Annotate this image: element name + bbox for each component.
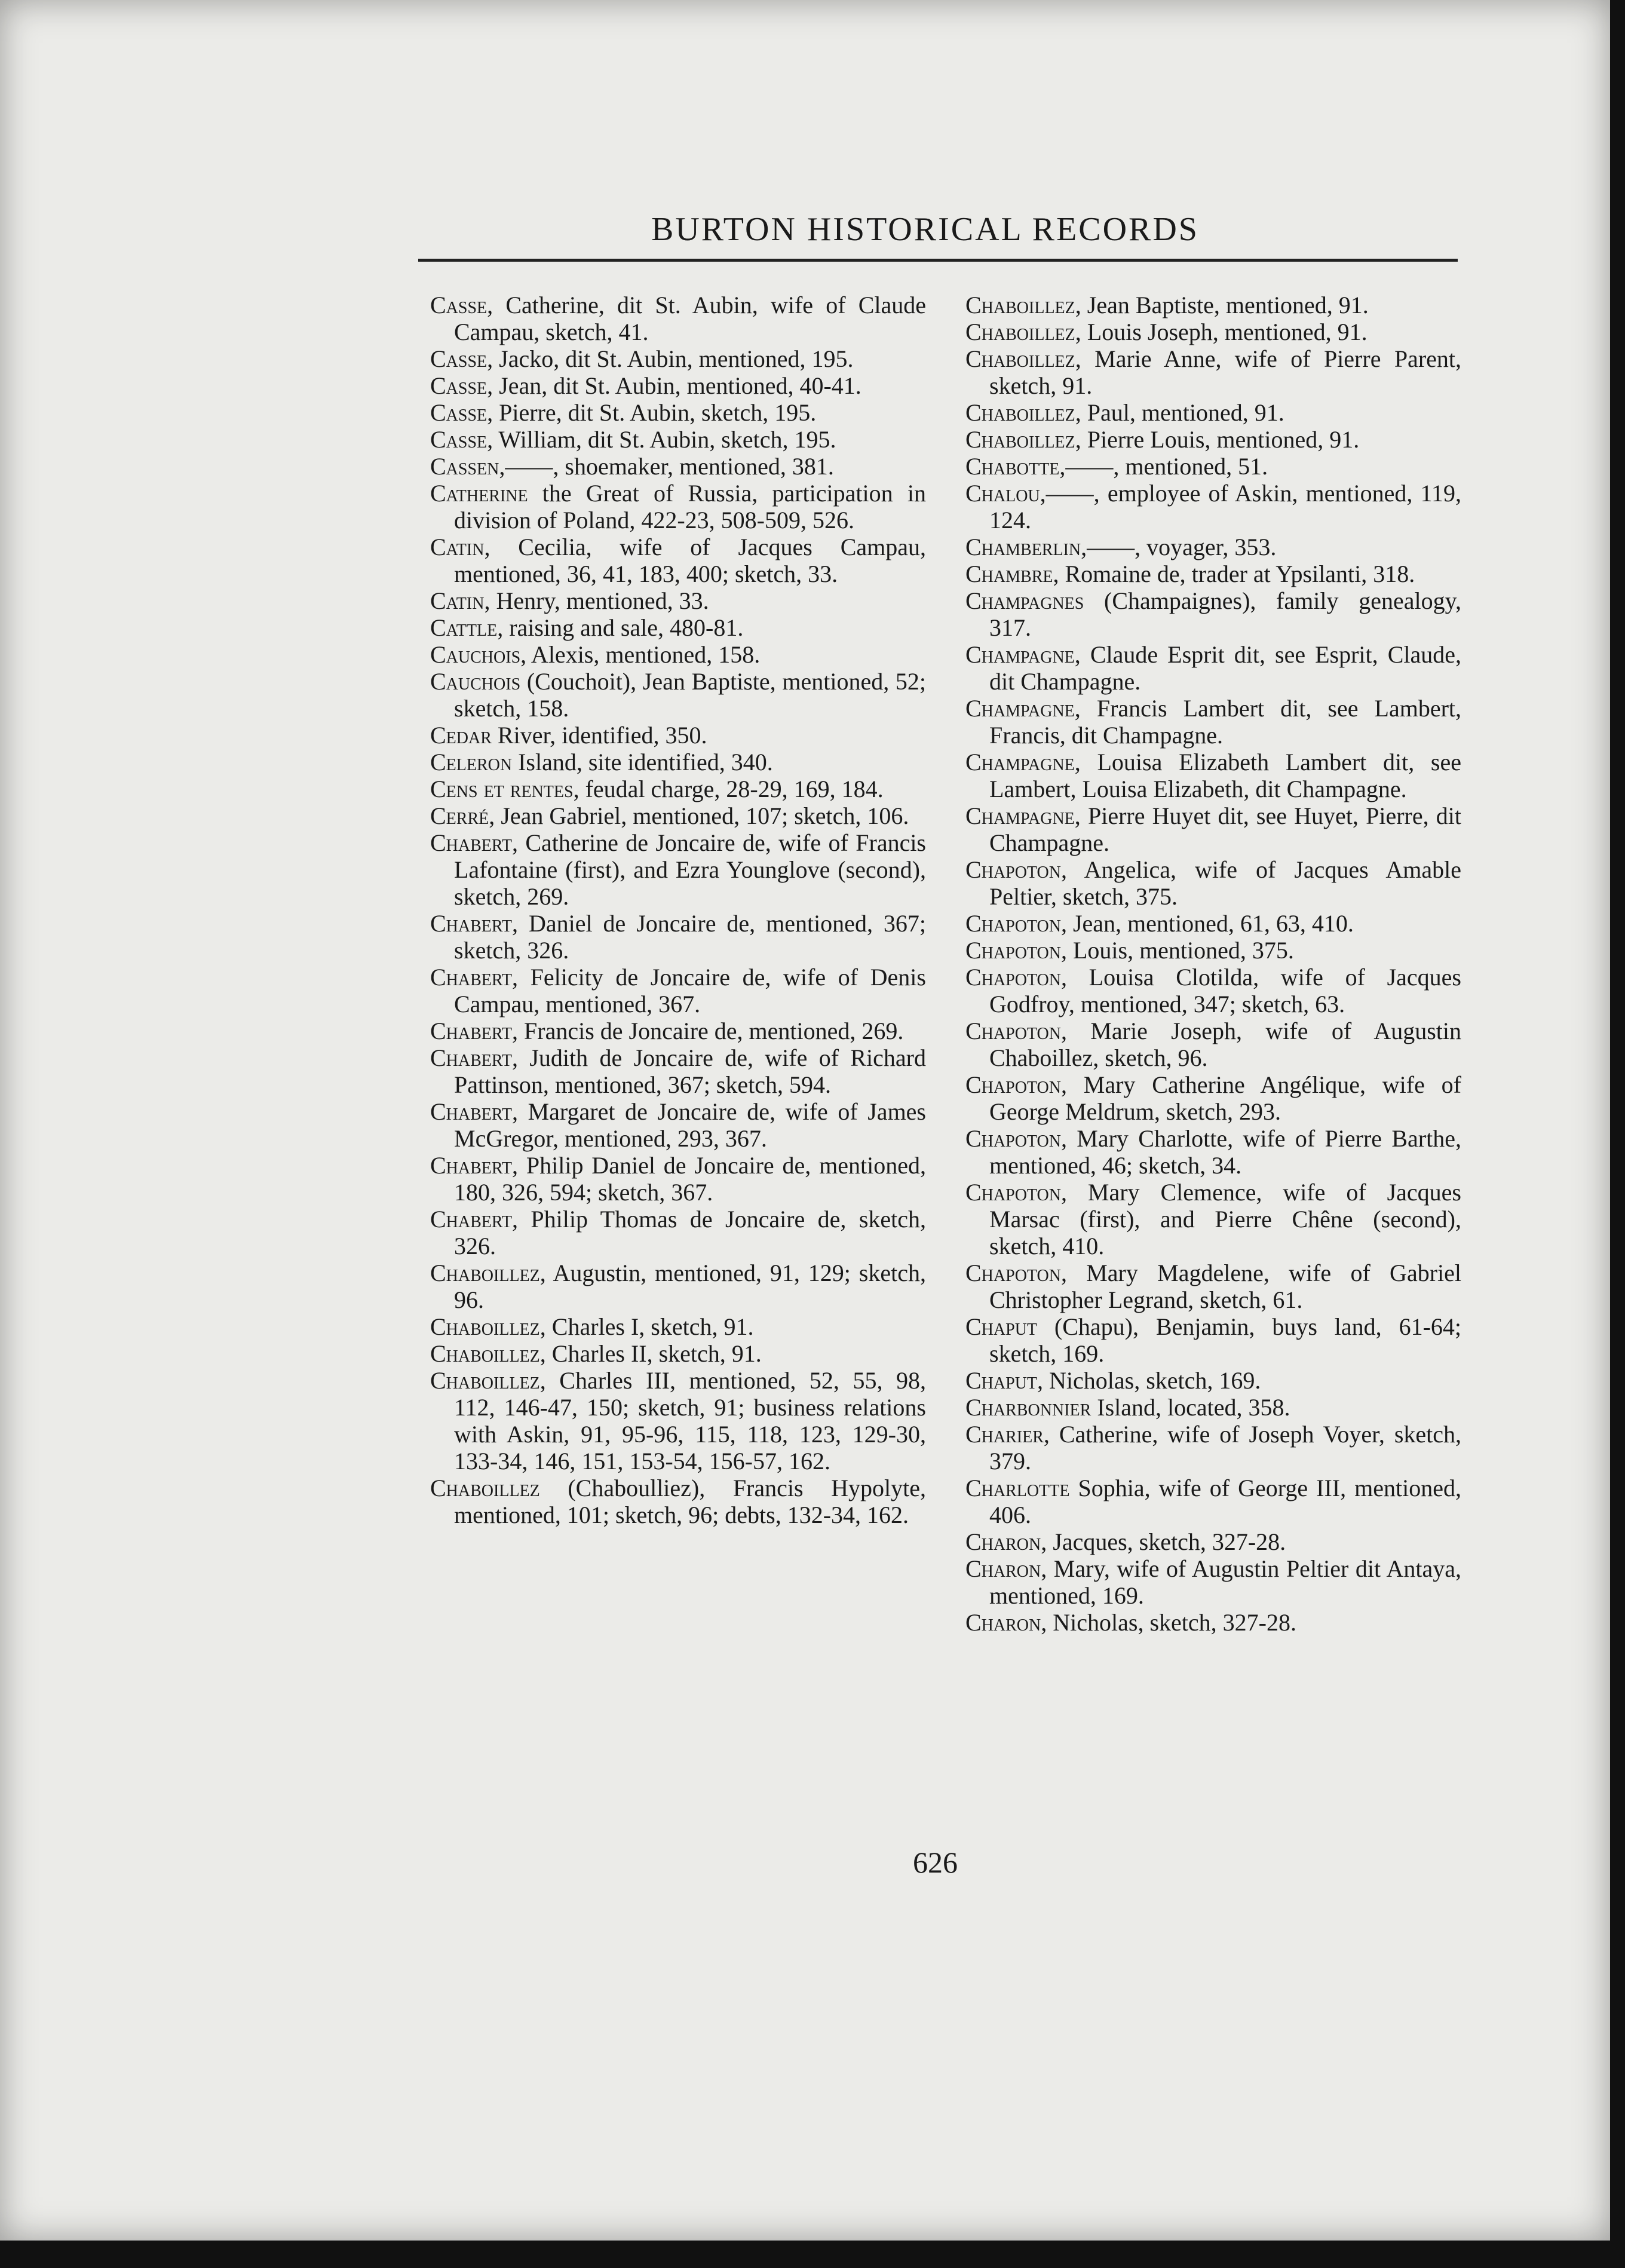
entry-headword: Chaboillez <box>965 292 1075 318</box>
index-entry <box>430 1475 926 1528</box>
entry-headword: Chaboillez <box>965 318 1075 345</box>
entry-headword: Chambre <box>965 560 1053 587</box>
index-entry <box>965 1017 1461 1071</box>
entry-text: , Felicity de Joncaire de, wife of Denis Campau, mentioned, 367. <box>454 964 926 1017</box>
entry-headword: Chaboillez <box>965 345 1075 372</box>
entry-headword: Cassen <box>430 453 499 480</box>
entry-headword: Chaboillez <box>965 426 1075 453</box>
index-entry <box>430 345 926 372</box>
entry-text: ,——, employee of Askin, mentioned, 119, 124. <box>989 480 1461 534</box>
entry-text: , Louisa Clotilda, wife of Jacques Godfroy, mentioned, 347; sketch, 63. <box>989 964 1461 1017</box>
entry-headword: Chaboillez <box>965 399 1075 426</box>
entry-headword: Chalou <box>965 480 1040 507</box>
entry-text: , Mary Clemence, wife of Jacques Marsac (first), and Pierre Chêne (second), sketch, 410. <box>989 1179 1461 1259</box>
entry-headword: Champagne <box>965 749 1075 776</box>
index-entry <box>430 1017 926 1044</box>
entry-text: , Catherine, wife of Joseph Voyer, sketch, 379. <box>989 1421 1461 1475</box>
index-entry <box>430 1206 926 1259</box>
entry-headword: Chaboillez <box>430 1475 540 1501</box>
index-entry <box>430 776 926 802</box>
entry-text: , Augustin, mentioned, 91, 129; sketch, 96. <box>454 1259 926 1313</box>
index-entry <box>965 964 1461 1017</box>
index-entry <box>430 1098 926 1152</box>
entry-text: , Philip Daniel de Joncaire de, mentioned, 180, 326, 594; sketch, 367. <box>454 1152 926 1206</box>
entry-text: , Jean, dit St. Aubin, mentioned, 40-41. <box>487 372 861 399</box>
entry-text: , Charles I, sketch, 91. <box>539 1313 754 1340</box>
entry-text: , Margaret de Joncaire de, wife of James McGregor, mentioned, 293, 367. <box>454 1098 926 1152</box>
entry-text: , Francis Lambert dit, see Lambert, Francis, dit Champagne. <box>989 695 1461 749</box>
page-number: 626 <box>913 1846 958 1879</box>
index-column-right <box>965 292 1461 1636</box>
entry-text: ,——, mentioned, 51. <box>1059 453 1268 480</box>
index-entry <box>965 1071 1461 1125</box>
entry-headword: Champagnes <box>965 587 1084 614</box>
entry-text: , raising and sale, 480-81. <box>497 614 744 641</box>
index-entry <box>965 399 1461 426</box>
entry-headword: Chapoton <box>965 937 1061 964</box>
index-column-left <box>430 292 926 1528</box>
entry-text: Island, site identified, 340. <box>512 749 773 776</box>
entry-text: , Pierre Huyet dit, see Huyet, Pierre, dit Champagne. <box>989 802 1461 856</box>
entry-headword: Cauchois <box>430 668 521 695</box>
index-entry <box>430 587 926 614</box>
entry-text: , Charles II, sketch, 91. <box>539 1340 762 1367</box>
entry-headword: Charier <box>965 1421 1044 1448</box>
entry-text: (Chapu), Benjamin, buys land, 61-64; sketch, 169. <box>989 1313 1461 1367</box>
entry-headword: Chaput <box>965 1367 1038 1394</box>
entry-text: , Mary Charlotte, wife of Pierre Barthe, mentioned, 46; sketch, 34. <box>989 1125 1461 1179</box>
header-rule <box>418 259 1458 262</box>
entry-text: Sophia, wife of George III, mentioned, 406. <box>989 1475 1461 1528</box>
entry-headword: Cauchois <box>430 641 521 668</box>
entry-text: , Pierre Louis, mentioned, 91. <box>1075 426 1360 453</box>
entry-headword: Chapoton <box>965 1071 1061 1098</box>
entry-headword: Champagne <box>965 695 1075 722</box>
entry-text: , Louisa Elizabeth Lambert dit, see Lambert, Louisa Elizabeth, dit Champagne. <box>989 749 1461 802</box>
entry-text: ,——, shoemaker, mentioned, 381. <box>499 453 834 480</box>
entry-headword: Casse <box>430 399 488 426</box>
entry-headword: Chabert <box>430 1017 512 1044</box>
entry-headword: Charon <box>965 1528 1041 1555</box>
entry-headword: Chabert <box>430 1098 512 1125</box>
entry-text: , Jean Gabriel, mentioned, 107; sketch, 106. <box>489 802 909 829</box>
index-entry <box>965 937 1461 964</box>
entry-headword: Chaboillez <box>430 1340 540 1367</box>
running-head: BURTON HISTORICAL RECORDS <box>651 211 1199 248</box>
index-entry <box>430 480 926 534</box>
entry-headword: Chapoton <box>965 910 1061 937</box>
entry-text: , feudal charge, 28-29, 169, 184. <box>573 776 884 802</box>
entry-text: , Judith de Joncaire de, wife of Richard Pattinson, mentioned, 367; sketch, 594. <box>454 1044 926 1098</box>
index-entry <box>430 1259 926 1313</box>
index-entry <box>430 722 926 749</box>
index-entry <box>430 1044 926 1098</box>
index-entry <box>965 534 1461 560</box>
index-entry <box>430 668 926 722</box>
index-entry <box>965 345 1461 399</box>
entry-headword: Catin <box>430 534 485 560</box>
index-entry <box>430 1340 926 1367</box>
entry-text: , Paul, mentioned, 91. <box>1075 399 1284 426</box>
index-entry <box>965 749 1461 802</box>
entry-headword: Charon <box>965 1555 1041 1582</box>
entry-text: , Jean, mentioned, 61, 63, 410. <box>1060 910 1354 937</box>
index-entry <box>965 1125 1461 1179</box>
index-entry <box>965 1609 1461 1636</box>
entry-headword: Chapoton <box>965 1017 1061 1044</box>
entry-text: ,——, voyager, 353. <box>1081 534 1277 560</box>
index-entry <box>965 802 1461 856</box>
index-entry <box>965 292 1461 318</box>
entry-text: , William, dit St. Aubin, sketch, 195. <box>487 426 836 453</box>
index-entry <box>430 641 926 668</box>
entry-headword: Chapoton <box>965 856 1061 883</box>
entry-headword: Champagne <box>965 641 1075 668</box>
index-entry <box>965 480 1461 534</box>
entry-text: , Claude Esprit dit, see Esprit, Claude, dit Champagne. <box>989 641 1461 695</box>
index-entry <box>430 372 926 399</box>
entry-headword: Charbonnier <box>965 1394 1091 1421</box>
entry-text: , Catherine de Joncaire de, wife of Francis Lafontaine (first), and Ezra Younglove (second), sketch, 269. <box>454 829 926 910</box>
entry-text: , Mary Catherine Angélique, wife of George Meldrum, sketch, 293. <box>989 1071 1461 1125</box>
entry-text: the Great of Russia, participation in division of Poland, 422-23, 508-509, 526. <box>454 480 926 534</box>
entry-headword: Chabert <box>430 910 512 937</box>
index-entry <box>965 453 1461 480</box>
entry-headword: Chaput <box>965 1313 1038 1340</box>
entry-text: , Romaine de, trader at Ypsilanti, 318. <box>1053 560 1415 587</box>
entry-text: , Marie Joseph, wife of Augustin Chaboillez, sketch, 96. <box>989 1017 1461 1071</box>
index-entry <box>965 1394 1461 1421</box>
entry-headword: Casse <box>430 426 488 453</box>
entry-headword: Chabert <box>430 1044 512 1071</box>
index-entry <box>965 318 1461 345</box>
entry-headword: Cedar <box>430 722 492 749</box>
entry-text: , Philip Thomas de Joncaire de, sketch, 326. <box>454 1206 926 1259</box>
entry-text: , Charles III, mentioned, 52, 55, 98, 112, 146-47, 150; sketch, 91; business relations with Askin, 91, 95-96, 115, 118, 123, 129-30, 133-34, 146, 151, 153-54, 156-57, 162. <box>454 1367 926 1475</box>
entry-text: , Marie Anne, wife of Pierre Parent, sketch, 91. <box>989 345 1461 399</box>
entry-text: River, identified, 350. <box>491 722 707 749</box>
index-entry <box>430 292 926 345</box>
entry-headword: Chabert <box>430 1206 512 1233</box>
entry-headword: Cens et rentes <box>430 776 574 802</box>
index-entry <box>430 829 926 910</box>
entry-headword: Chapoton <box>965 1179 1061 1206</box>
entry-text: (Couchoit), Jean Baptiste, mentioned, 52; sketch, 158. <box>454 668 926 722</box>
index-entry <box>965 641 1461 695</box>
entry-headword: Chabert <box>430 964 512 991</box>
entry-headword: Charlotte <box>965 1475 1070 1501</box>
entry-text: , Cecilia, wife of Jacques Campau, mentioned, 36, 41, 183, 400; sketch, 33. <box>454 534 926 587</box>
index-entry <box>430 534 926 587</box>
entry-text: , Mary, wife of Augustin Peltier dit Antaya, mentioned, 169. <box>989 1555 1461 1609</box>
index-entry <box>430 1152 926 1206</box>
index-entry <box>965 1421 1461 1475</box>
index-entry <box>965 1475 1461 1528</box>
entry-text: , Henry, mentioned, 33. <box>484 587 709 614</box>
entry-text: , Louis, mentioned, 375. <box>1060 937 1294 964</box>
entry-text: , Alexis, mentioned, 158. <box>520 641 761 668</box>
entry-headword: Celeron <box>430 749 513 776</box>
index-entry <box>430 1367 926 1475</box>
entry-text: , Catherine, dit St. Aubin, wife of Claude Campau, sketch, 41. <box>454 292 926 345</box>
entry-headword: Charon <box>965 1609 1041 1636</box>
index-entry <box>965 695 1461 749</box>
entry-headword: Chapoton <box>965 1125 1061 1152</box>
index-entry <box>965 587 1461 641</box>
entry-headword: Chamberlin <box>965 534 1081 560</box>
index-entry <box>965 1528 1461 1555</box>
entry-headword: Casse <box>430 345 488 372</box>
entry-headword: Cerré <box>430 802 489 829</box>
entry-text: , Nicholas, sketch, 169. <box>1037 1367 1261 1394</box>
index-entry <box>965 856 1461 910</box>
entry-headword: Chaboillez <box>430 1259 540 1286</box>
entry-text: (Champaignes), family genealogy, 317. <box>989 587 1461 641</box>
entry-headword: Chabert <box>430 1152 512 1179</box>
entry-headword: Cattle <box>430 614 498 641</box>
index-entry <box>430 1313 926 1340</box>
entry-text: , Jean Baptiste, mentioned, 91. <box>1075 292 1369 318</box>
index-entry <box>430 426 926 453</box>
index-entry <box>430 614 926 641</box>
entry-headword: Champagne <box>965 802 1075 829</box>
entry-text: , Pierre, dit St. Aubin, sketch, 195. <box>487 399 817 426</box>
entry-text: , Mary Magdelene, wife of Gabriel Christopher Legrand, sketch, 61. <box>989 1259 1461 1313</box>
index-entry <box>430 964 926 1017</box>
entry-headword: Casse <box>430 372 488 399</box>
entry-text: , Jacko, dit St. Aubin, mentioned, 195. <box>487 345 854 372</box>
entry-text: , Francis de Joncaire de, mentioned, 269. <box>512 1017 904 1044</box>
index-entry <box>430 399 926 426</box>
index-entry <box>430 749 926 776</box>
index-entry <box>430 453 926 480</box>
index-entry <box>965 1259 1461 1313</box>
entry-text: , Louis Joseph, mentioned, 91. <box>1075 318 1368 345</box>
entry-text: , Nicholas, sketch, 327-28. <box>1041 1609 1296 1636</box>
entry-headword: Chaboillez <box>430 1313 540 1340</box>
index-entry <box>430 802 926 829</box>
entry-text: , Daniel de Joncaire de, mentioned, 367; sketch, 326. <box>454 910 926 964</box>
entry-headword: Chabert <box>430 829 512 856</box>
entry-text: (Chaboulliez), Francis Hypolyte, mentioned, 101; sketch, 96; debts, 132-34, 162. <box>454 1475 926 1528</box>
entry-headword: Chapoton <box>965 964 1061 991</box>
index-entry <box>965 1367 1461 1394</box>
entry-headword: Catherine <box>430 480 528 507</box>
entry-headword: Chapoton <box>965 1259 1061 1286</box>
index-entry <box>965 426 1461 453</box>
entry-headword: Catin <box>430 587 485 614</box>
index-entry <box>965 1179 1461 1259</box>
index-entry <box>965 1313 1461 1367</box>
entry-headword: Chaboillez <box>430 1367 540 1394</box>
index-entry <box>430 910 926 964</box>
entry-headword: Casse <box>430 292 488 318</box>
index-entry <box>965 910 1461 937</box>
index-entry <box>965 1555 1461 1609</box>
entry-text: , Angelica, wife of Jacques Amable Peltier, sketch, 375. <box>989 856 1461 910</box>
entry-text: Island, located, 358. <box>1091 1394 1290 1421</box>
entry-text: , Jacques, sketch, 327-28. <box>1041 1528 1286 1555</box>
index-entry <box>965 560 1461 587</box>
entry-headword: Chabotte <box>965 453 1060 480</box>
